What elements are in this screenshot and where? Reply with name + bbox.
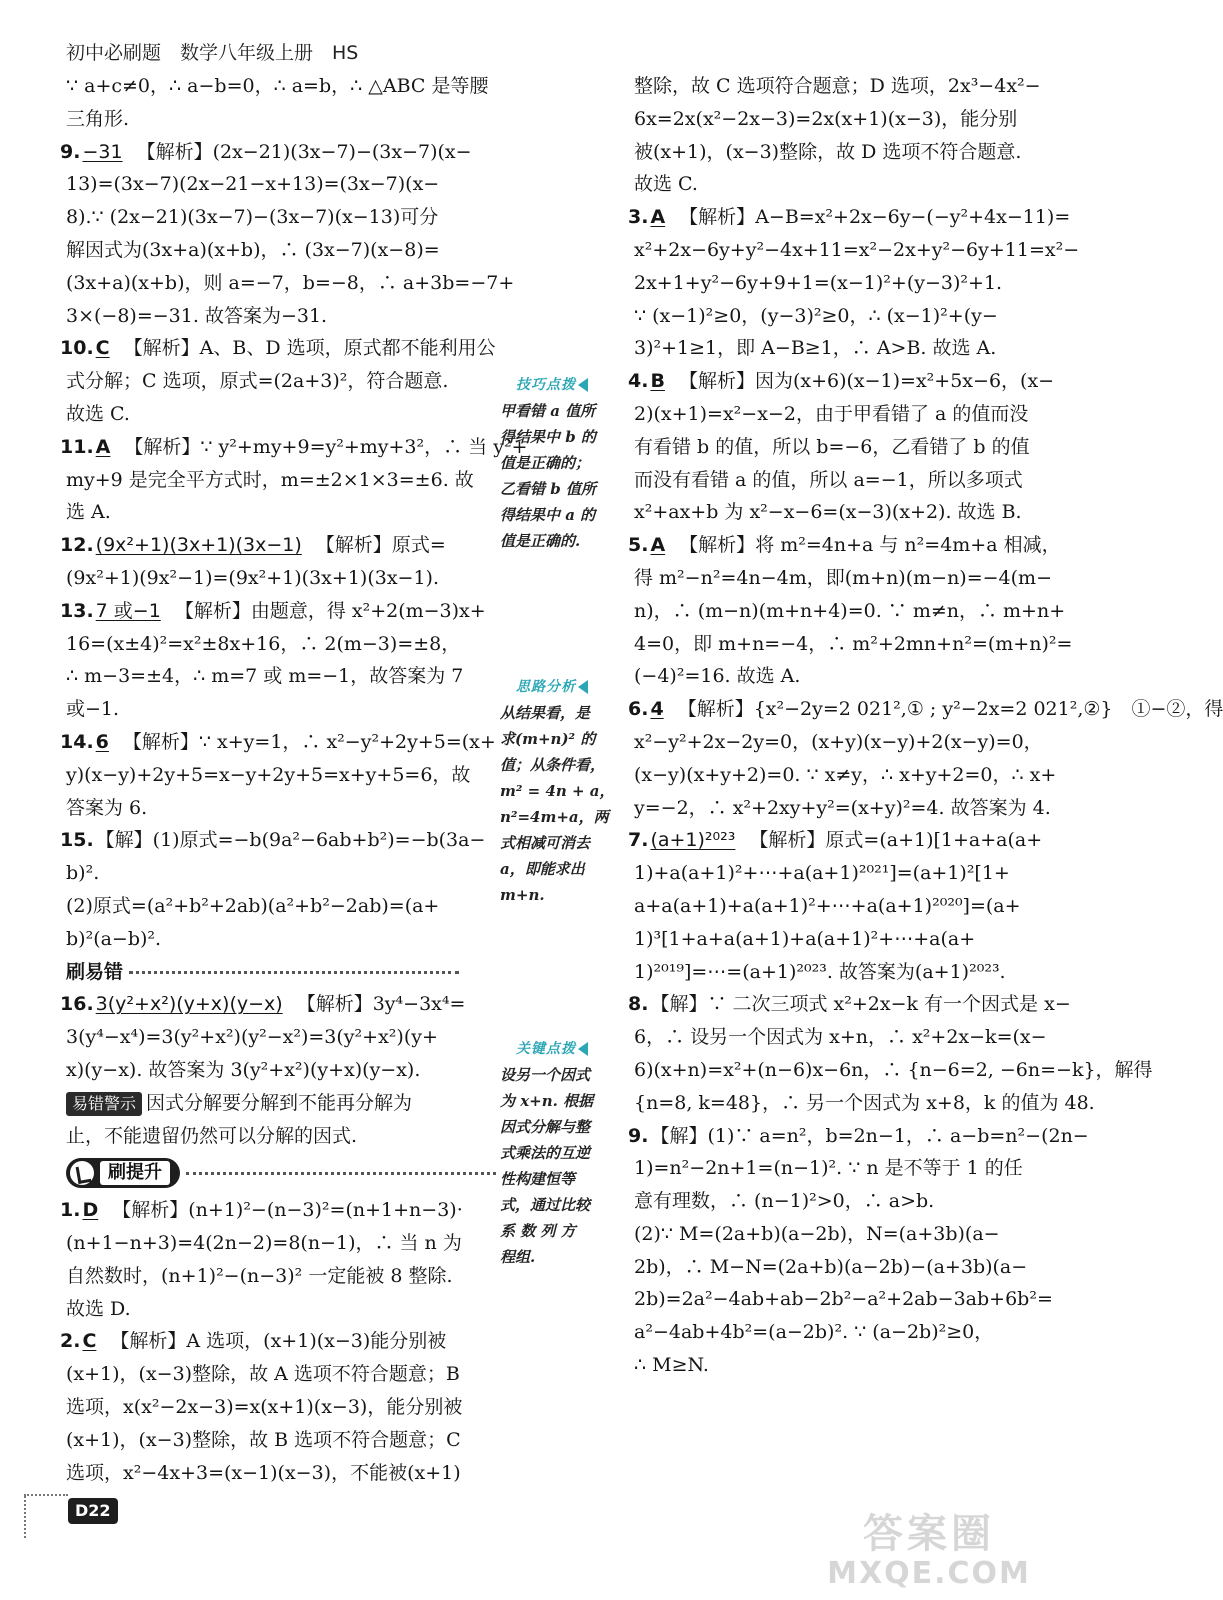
line-text: A、B、D 选项，原式都不能利用公 xyxy=(199,337,496,360)
analysis-tag: 【解析】 xyxy=(678,370,755,393)
text-line xyxy=(66,660,496,693)
text-line xyxy=(66,628,496,661)
question-line xyxy=(60,1325,496,1358)
text-line xyxy=(66,267,515,300)
analysis-tag: 【解析】 xyxy=(136,140,213,163)
text-line xyxy=(66,792,496,825)
line-text: (3x+a)(x+b)，则 a=−7，b=−8，∴ a+3b=−7+ xyxy=(66,271,515,294)
page-number: D22 xyxy=(68,1498,118,1524)
text-line xyxy=(634,1316,1032,1349)
line-text: 整除，故 C 选项符合题意；D 选项，2x³−4x²− xyxy=(634,75,1041,97)
question-line xyxy=(60,332,496,365)
line-text: 而没有看错 a 的值，所以 a=−1，所以多项式 xyxy=(634,468,1023,491)
line-text: 16=(x±4)²=x²±8x+16，∴ 2(m−3)=±8， xyxy=(66,632,461,655)
text-line xyxy=(66,890,496,923)
question-line xyxy=(628,824,1043,857)
line-text: a²−4ab+4b²=(a−2b)². ∵ (a−2b)²≥0， xyxy=(634,1321,994,1344)
text-line xyxy=(66,923,496,956)
line-text: {n=8, k=48}，∴ 另一个因式为 x+8，k 的值为 48. xyxy=(634,1091,1095,1114)
line-text: A 选项，(x+1)(x−3)能分别被 xyxy=(186,1330,447,1353)
text-line xyxy=(634,660,1032,693)
line-text: 意有理数，∴ (n−1)²>0，∴ a>b. xyxy=(634,1190,935,1213)
text-line xyxy=(66,103,496,136)
line-text: 【解】(1)原式=−b(9a²−6ab+b²)=−b(3a− xyxy=(95,829,486,852)
line-text: 8).∵ (2x−21)(3x−7)−(3x−7)(x−13)可分 xyxy=(66,206,439,229)
analysis-tag: 【解析】 xyxy=(124,435,201,458)
analysis-tag: 【解析】 xyxy=(679,534,756,557)
line-text: A−B=x²+2x−6y−(−y²+4x−11)= xyxy=(755,206,1071,229)
line-text: (2)原式=(a²+b²+2ab)(a²+b²−2ab)=(a+ xyxy=(66,894,440,917)
line-text: y)(x−y)+2y+5=x−y+2y+5=x+y+5=6，故 xyxy=(66,763,471,786)
footer-dotted-vertical-rule xyxy=(24,1496,26,1538)
text-line xyxy=(634,431,1032,464)
banner-title: 刷提升 xyxy=(100,1161,170,1185)
text-line xyxy=(634,890,1032,923)
question-line xyxy=(60,529,496,562)
section-banner xyxy=(66,1152,496,1194)
question-number: 12. xyxy=(60,534,94,557)
line-text: 式分解；C 选项，原式=(2a+3)²，符合题意. xyxy=(66,370,449,393)
text-line xyxy=(634,103,1032,136)
answer: B xyxy=(650,370,665,393)
line-text: x²+ax+b 为 x²−x−6=(x−3)(x+2). 故选 B. xyxy=(634,501,1022,524)
question-number: 6. xyxy=(628,698,649,721)
check-icon xyxy=(70,1161,94,1185)
text-line xyxy=(634,300,1032,333)
watermark-top: 答案圈 xyxy=(863,1511,995,1557)
line-text: 答案为 6. xyxy=(66,796,148,819)
text-line xyxy=(634,956,1032,989)
question-line xyxy=(60,431,528,464)
line-text: 原式= xyxy=(391,534,446,557)
note-line: 因式分解与整 xyxy=(500,1118,591,1136)
text-line xyxy=(634,398,1032,431)
line-text: 2b)=2a²−4ab+ab−2b²−a²+2ab−3ab+6b²= xyxy=(634,1288,1053,1311)
note-title: 关键点拨 xyxy=(516,1041,576,1057)
line-text: ∵ (x−1)²≥0，(y−3)²≥0，∴ (x−1)²+(y− xyxy=(634,304,998,327)
question-line xyxy=(60,726,496,759)
question-line xyxy=(628,693,1223,726)
text-line xyxy=(66,693,496,726)
line-text: 故选 D. xyxy=(66,1297,131,1320)
line-text: 3×(−8)=−31. 故答案为−31. xyxy=(66,304,328,327)
question-number: 16. xyxy=(60,993,94,1016)
note-line: 甲看错 a 值所 xyxy=(500,402,596,420)
pointer-triangle-icon xyxy=(578,1042,588,1056)
analysis-tag: 【解析】 xyxy=(174,599,251,622)
line-text: (x+1)，(x−3)整除，故 B 选项不符合题意；C xyxy=(66,1428,461,1451)
line-text: 将 m²=4n+a 与 n²=4m+a 相减， xyxy=(755,534,1061,557)
line-text: (x−y)(x+y+2)=0. ∵ x≠y，∴ x+y+2=0，∴ x+ xyxy=(634,763,1057,786)
line-text: ∴ m−3=±4，∴ m=7 或 m=−1，故答案为 7 xyxy=(66,665,464,688)
line-text: 2b)，∴ M−N=(2a+b)(a−2b)−(a+3b)(a− xyxy=(634,1255,1028,1278)
answer: D xyxy=(82,1199,99,1222)
text-line xyxy=(66,562,496,595)
analysis-tag: 【解析】 xyxy=(677,698,754,721)
line-text: 有看错 b 的值，所以 b=−6，乙看错了 b 的值 xyxy=(634,435,1030,458)
note-line: 设另一个因式 xyxy=(500,1066,591,1084)
line-text: (x+1)，(x−3)整除，故 A 选项不符合题意；B xyxy=(66,1363,460,1386)
text-line xyxy=(634,1087,1095,1120)
text-line xyxy=(66,365,496,398)
line-text: 得 m²−n²=4n−4m，即(m+n)(m−n)=−4(m− xyxy=(634,566,1052,589)
line-text: 或−1. xyxy=(66,698,120,721)
line-text: {x²−2y=2 021²,① ; y²−2x=2 021²,②} ①−②，得 xyxy=(753,698,1223,721)
line-text: 【解】(1)∵ a=n²，b=2n−1，∴ a−b=n²−(2n− xyxy=(650,1124,1089,1147)
line-text: 13)=(3x−7)(2x−21−x+13)=(3x−7)(x− xyxy=(66,173,440,196)
answer: A xyxy=(650,534,666,557)
note-line: 从结果看，是 xyxy=(500,704,591,722)
line-text: (−4)²=16. 故选 A. xyxy=(634,665,801,688)
answer: C xyxy=(82,1330,97,1353)
text-line xyxy=(634,70,1041,103)
answer: 3(y²+x²)(y+x)(y−x) xyxy=(95,993,283,1016)
line-text: x²+2x−6y+y²−4x+11=x²−2x+y²−6y+11=x²− xyxy=(634,238,1080,261)
note-line: 程组. xyxy=(500,1248,536,1266)
line-text: 6x=2x(x²−2x−3)=2x(x+1)(x−3)，能分别 xyxy=(634,107,1018,130)
line-text: 因式分解要分解到不能再分解为 xyxy=(146,1091,413,1114)
dotted-rule xyxy=(129,971,459,974)
sidebar-note-key xyxy=(500,1036,604,1270)
text-line xyxy=(634,234,1080,267)
answer: (9x²+1)(3x+1)(3x−1) xyxy=(95,534,302,557)
line-text: ∵ x+y=1，∴ x²−y²+2y+5=(x+ xyxy=(198,730,496,753)
line-text: x)(y−x). 故答案为 3(y²+x²)(y+x)(y−x). xyxy=(66,1058,421,1081)
line-text: 2x+1+y²−6y+9+1=(x−1)²+(y−3)²+1. xyxy=(634,271,1003,294)
text-line xyxy=(634,1218,1032,1251)
analysis-tag: 【解析】 xyxy=(749,829,826,852)
text-line xyxy=(66,1391,496,1424)
line-text: 故选 C. xyxy=(634,173,698,196)
question-line xyxy=(60,136,496,169)
line-text: 解因式为(3x+a)(x+b)，∴ (3x−7)(x−8)= xyxy=(66,238,440,261)
question-line xyxy=(628,201,1071,234)
text-line xyxy=(634,595,1066,628)
note-line: 式，通过比较 xyxy=(500,1196,591,1214)
section-heading xyxy=(66,956,496,989)
text-line xyxy=(634,726,1043,759)
text-line xyxy=(66,1457,496,1490)
question-line xyxy=(60,1194,496,1227)
answer: A xyxy=(95,435,111,458)
pointer-triangle-icon xyxy=(578,680,588,694)
line-text: ∵ a+c≠0，∴ a−b=0，∴ a=b，∴ △ABC 是等腰 xyxy=(66,75,489,97)
line-text: 选项，x(x²−2x−3)=x(x+1)(x−3)，能分别被 xyxy=(66,1396,463,1419)
line-text: ∴ M≥N. xyxy=(634,1354,709,1377)
running-header: 初中必刷题 数学八年级上册 HS xyxy=(66,42,359,64)
text-line xyxy=(634,1152,1032,1185)
text-line xyxy=(634,332,1032,365)
line-text: (n+1)²−(n−3)²=(n+1+n−3)· xyxy=(188,1199,463,1222)
pointer-triangle-icon xyxy=(578,378,588,392)
line-text: (2x−21)(3x−7)−(3x−7)(x− xyxy=(212,140,472,163)
text-line xyxy=(634,1185,1032,1218)
line-text: x²−y²+2x−2y=0，(x+y)(x−y)+2(x−y)=0， xyxy=(634,730,1043,753)
question-number: 5. xyxy=(628,534,649,557)
line-text: 1)+a(a+1)²+⋯+a(a+1)²⁰²¹]=(a+1)²[1+ xyxy=(634,862,1010,885)
text-line xyxy=(634,1021,1047,1054)
text-line xyxy=(634,496,1032,529)
text-line xyxy=(66,759,496,792)
line-text: 1)=n²−2n+1=(n−1)². ∵ n 是不等于 1 的任 xyxy=(634,1157,1023,1180)
line-text: 【解】∵ 二次三项式 x²+2x−k 有一个因式是 x− xyxy=(650,993,1071,1016)
analysis-tag: 【解析】 xyxy=(123,337,200,360)
watermark xyxy=(816,1512,1042,1596)
text-line xyxy=(66,1021,496,1054)
analysis-tag: 【解析】 xyxy=(296,993,373,1016)
line-text: b)². xyxy=(66,862,100,885)
text-line xyxy=(66,496,496,529)
line-text: 1)³[1+a+a(a+1)+a(a+1)²+⋯+a(a+ xyxy=(634,927,976,950)
answer: (a+1)²⁰²³ xyxy=(650,829,736,852)
sidebar-note-technique xyxy=(500,372,604,554)
note-body xyxy=(500,700,615,908)
answer: 4 xyxy=(650,698,664,721)
line-text: 2)(x+1)=x²−x−2，由于甲看错了 a 的值而没 xyxy=(634,402,1029,425)
line-text: 选 A. xyxy=(66,501,111,524)
analysis-tag: 【解析】 xyxy=(679,206,756,229)
question-number: 3. xyxy=(628,206,649,229)
text-line xyxy=(66,857,496,890)
question-line xyxy=(60,988,496,1021)
section-title: 刷易错 xyxy=(66,960,124,983)
note-line: 得结果中 b 的 xyxy=(500,428,596,446)
note-line: 值；从条件看， xyxy=(500,756,606,774)
text-line xyxy=(66,70,496,103)
line-text: 3y⁴−3x⁴= xyxy=(372,993,466,1016)
line-text: a+a(a+1)+a(a+1)²+⋯+a(a+1)²⁰²⁰]=(a+ xyxy=(634,894,1021,917)
answer: A xyxy=(650,206,666,229)
text-line xyxy=(66,464,496,497)
question-line xyxy=(628,529,1061,562)
text-line xyxy=(634,1349,1032,1382)
question-number: 11. xyxy=(60,435,94,458)
line-text: 由题意，得 x²+2(m−3)x+ xyxy=(250,599,486,622)
text-line xyxy=(634,267,1032,300)
note-line: 式相减可消去 xyxy=(500,834,591,852)
line-text: 6，∴ 设另一个因式为 x+n，∴ x²+2x−k=(x− xyxy=(634,1026,1047,1049)
text-line xyxy=(634,1054,1153,1087)
question-line xyxy=(60,595,496,628)
text-line xyxy=(66,234,496,267)
line-text: 6)(x+n)=x²+(n−6)x−6n，∴ {n−6=2, −6n=−k}，解得 xyxy=(634,1058,1153,1081)
note-line: m² = 4n + a， xyxy=(500,782,615,800)
note-body xyxy=(500,1062,604,1270)
warning-badge: 易错警示 xyxy=(66,1092,142,1116)
line-text: b)²(a−b)². xyxy=(66,927,162,950)
text-line xyxy=(66,1054,496,1087)
answer: 6 xyxy=(95,730,109,753)
watermark-bottom: MXQE.COM xyxy=(827,1556,1031,1591)
note-line: 为 x+n. 根据 xyxy=(500,1092,594,1110)
question-number: 9. xyxy=(60,140,81,163)
note-title: 技巧点拨 xyxy=(516,377,576,393)
note-line: 性构建恒等 xyxy=(500,1170,576,1188)
line-text: 3(y⁴−x⁴)=3(y²+x²)(y²−x²)=3(y²+x²)(y+ xyxy=(66,1026,438,1049)
text-line xyxy=(66,1087,496,1120)
line-text: my+9 是完全平方式时，m=±2×1×3=±6. 故 xyxy=(66,468,474,491)
right-column xyxy=(628,70,1223,1382)
text-line xyxy=(66,1120,496,1153)
line-text: 选项，x²−4x+3=(x−1)(x−3)，不能被(x+1) xyxy=(66,1461,461,1484)
note-line: 值是正确的. xyxy=(500,532,581,550)
text-line xyxy=(634,923,1032,956)
text-line xyxy=(66,1358,496,1391)
note-line: 求(m+n)² 的 xyxy=(500,730,596,748)
sidebar-note-thinking xyxy=(500,674,615,908)
line-text: y=−2，∴ x²+2xy+y²=(x+y)²=4. 故答案为 4. xyxy=(634,796,1051,819)
line-text: 4=0，即 m+n=−4，∴ m²+2mn+n²=(m+n)²= xyxy=(634,632,1073,655)
line-text: n)，∴ (m−n)(m+n+4)=0. ∵ m≠n，∴ m+n+ xyxy=(634,599,1066,622)
text-line xyxy=(66,1260,496,1293)
text-line xyxy=(634,562,1052,595)
note-body xyxy=(500,398,604,554)
question-number: 9. xyxy=(628,1124,649,1147)
text-line xyxy=(66,168,496,201)
text-line xyxy=(66,300,496,333)
text-line xyxy=(66,1293,496,1326)
note-line: 系 数 列 方 xyxy=(500,1222,576,1240)
footer-dotted-rule xyxy=(24,1494,68,1496)
note-line: 值是正确的； xyxy=(500,454,591,472)
answer: −31 xyxy=(82,140,123,163)
line-text: 三角形. xyxy=(66,107,130,130)
line-text: (2)∵ M=(2a+b)(a−2b)，N=(a+3b)(a− xyxy=(634,1222,1000,1245)
answer: C xyxy=(95,337,110,360)
question-number: 4. xyxy=(628,370,649,393)
question-number: 1. xyxy=(60,1199,81,1222)
banner-badge xyxy=(66,1158,180,1188)
line-text: ∵ y²+my+9=y²+my+3²，∴ 当 y²+ xyxy=(200,435,528,458)
analysis-tag: 【解析】 xyxy=(315,534,392,557)
question-number: 10. xyxy=(60,337,94,360)
line-text: 3)²+1≥1，即 A−B≥1，∴ A>B. 故选 A. xyxy=(634,337,997,360)
note-line: n²=4m+a，两 xyxy=(500,808,609,826)
question-line xyxy=(628,1120,1089,1153)
question-number: 7. xyxy=(628,829,649,852)
text-line xyxy=(634,792,1051,825)
text-line xyxy=(634,1283,1053,1316)
question-number: 2. xyxy=(60,1330,81,1353)
text-line xyxy=(66,1424,496,1457)
question-number: 14. xyxy=(60,730,94,753)
text-line xyxy=(634,628,1073,661)
text-line xyxy=(634,857,1032,890)
question-number: 15. xyxy=(60,829,94,852)
analysis-tag: 【解析】 xyxy=(122,730,199,753)
note-line: 式乘法的互逆 xyxy=(500,1144,591,1162)
text-line xyxy=(634,168,1032,201)
text-line xyxy=(634,1251,1032,1284)
question-line xyxy=(60,824,496,857)
text-line xyxy=(634,464,1032,497)
question-line xyxy=(628,365,1055,398)
line-text: 原式=(a+1)[1+a+a(a+ xyxy=(825,829,1043,852)
note-line: 乙看错 b 值所 xyxy=(500,480,596,498)
line-text: 止，不能遗留仍然可以分解的因式. xyxy=(66,1124,358,1147)
note-title: 思路分析 xyxy=(516,679,576,695)
question-line xyxy=(628,988,1071,1021)
analysis-tag: 【解析】 xyxy=(112,1199,189,1222)
line-text: (n+1−n+3)=4(2n−2)=8(n−1)，∴ 当 n 为 xyxy=(66,1232,462,1255)
line-text: 自然数时，(n+1)²−(n−3)² 一定能被 8 整除. xyxy=(66,1264,453,1287)
text-line xyxy=(634,136,1032,169)
note-line: 得结果中 a 的 xyxy=(500,506,596,524)
text-line xyxy=(66,1227,496,1260)
line-text: 因为(x+6)(x−1)=x²+5x−6，(x− xyxy=(754,370,1055,393)
answer: 7 或−1 xyxy=(95,599,161,622)
analysis-tag: 【解析】 xyxy=(110,1330,187,1353)
line-text: 1)²⁰¹⁹]=⋯=(a+1)²⁰²³. 故答案为(a+1)²⁰²³. xyxy=(634,960,1006,983)
line-text: 被(x+1)，(x−3)整除，故 D 选项不符合题意. xyxy=(634,140,1022,163)
text-line xyxy=(66,201,496,234)
note-line: m+n. xyxy=(500,886,545,904)
line-text: 故选 C. xyxy=(66,402,130,425)
text-line xyxy=(66,398,496,431)
question-number: 13. xyxy=(60,599,94,622)
text-line xyxy=(634,759,1057,792)
dotted-rule xyxy=(186,1172,496,1175)
line-text: (9x²+1)(9x²−1)=(9x²+1)(3x+1)(3x−1). xyxy=(66,566,439,589)
question-number: 8. xyxy=(628,993,649,1016)
note-line: a，即能求出 xyxy=(500,860,585,878)
